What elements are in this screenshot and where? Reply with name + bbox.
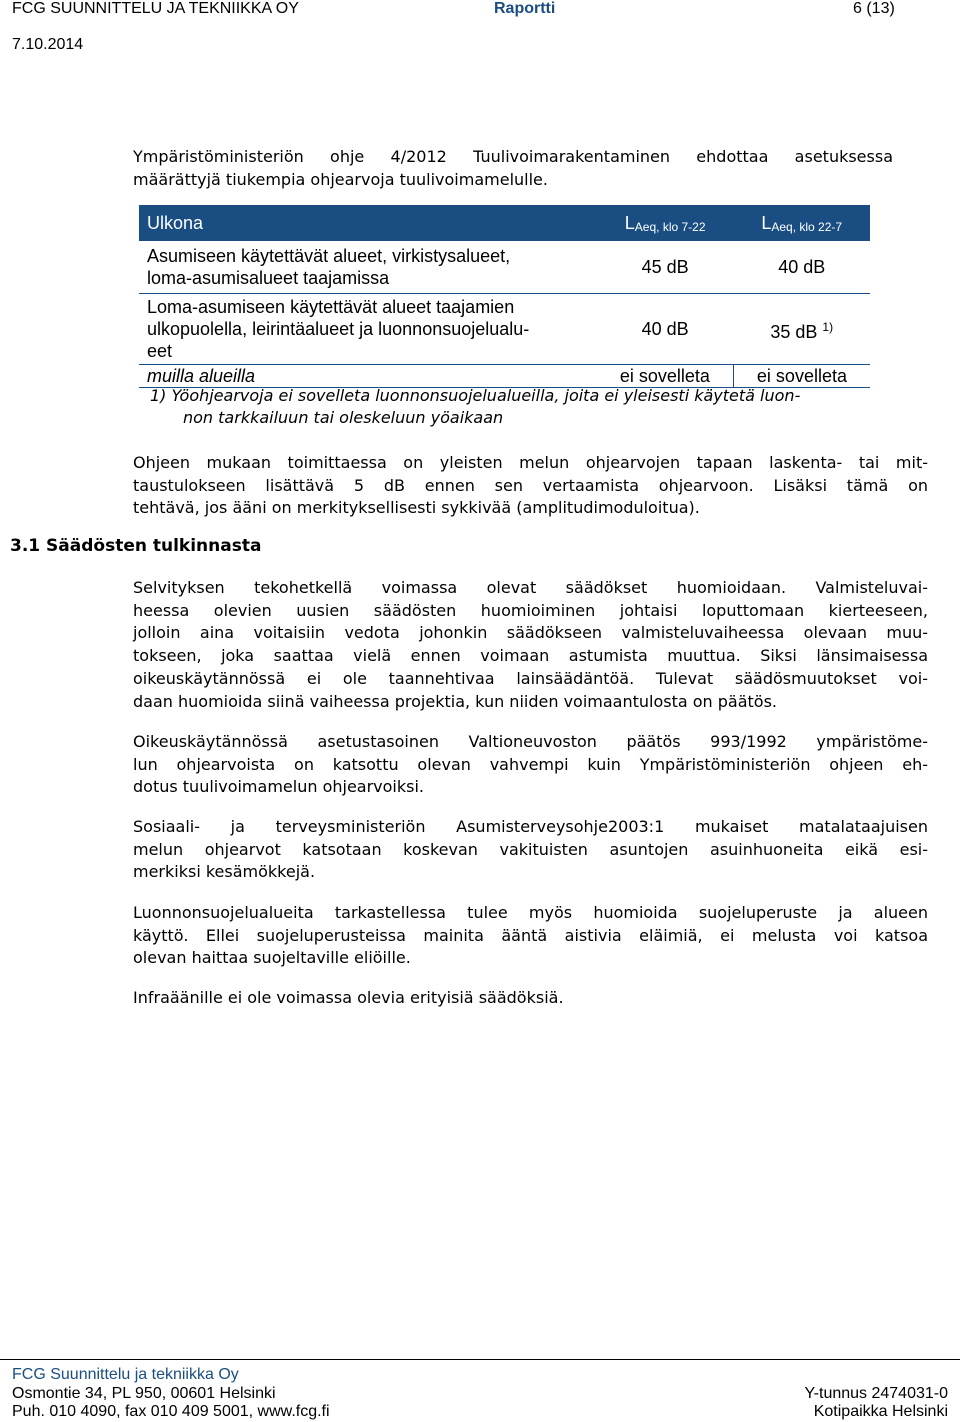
table-footnote-line: 1) Yöohjearvoja ei sovelleta luonnonsuojelualueilla, joita ei yleisesti käytetä luon-	[150, 386, 801, 405]
table-footnote-line: non tarkkailuun tai oleskeluun yöaikaan	[183, 408, 504, 427]
intro-line: Ympäristöministeriön ohje 4/2012 Tuulivoimarakentaminen ehdottaa asetuksessa	[133, 147, 893, 166]
header-date: 7.10.2014	[12, 36, 84, 53]
header-page-number: 6 (13)	[853, 0, 895, 17]
row-night-value: 35 dB $^{1)}$	[733, 294, 870, 365]
row-label: Asumiseen käytettävät alueet, virkistysalueet, loma-asumisalueet taajamissa	[139, 241, 597, 294]
header-company: FCG SUUNNITTELU JA TEKNIIKKA OY	[12, 0, 299, 17]
footer-contact: Puh. 010 4090, fax 010 409 5001, www.fcg.fi	[12, 1403, 330, 1420]
row-night-value: ei sovelleta	[733, 365, 870, 388]
intro-line: määrättyjä tiukempia ohjearvoja tuulivoimamelulle.	[133, 169, 548, 189]
col-header-night: $L_{Aeq, klo 22-7}$	[733, 205, 870, 241]
row-day-value: 40 dB	[597, 294, 734, 365]
row-label: muilla alueilla	[139, 365, 597, 388]
footer-divider	[0, 1359, 960, 1360]
table-row	[139, 294, 870, 365]
paragraph: Infraäänille ei ole voimassa olevia erityisiä säädöksiä.	[133, 988, 564, 1007]
paragraph: Selvityksen tekohetkellä voimassa olevat säädökset huomioidaan. Valmisteluvai- heessa olevien uusien säädösten huomioiminen johtaisi loputtomaan kierteeseen, jolloin aina voitaisiin vedota johonkin säädökseen valmisteluvaiheessa olevaan muu- tokseen, joka saattaa vielä ennen voimaan astumista muuttua. Siksi länsimaisessa oikeuskäytännössä ei ole taannehtivaa lainsäädäntöä. Tulevat säädösmuutokset voi- daan huomioida siinä vaiheessa projektia, kun niiden voimaantulosta on päätös.	[133, 578, 928, 711]
row-day-value: 45 dB	[597, 241, 734, 294]
table-header-row	[139, 205, 870, 241]
col-header-outdoor: Ulkona	[139, 205, 597, 241]
paragraph: Sosiaali- ja terveysministeriön Asumisterveysohje2003:1 mukaiset matalataajuisen melun ohjearvot katsotaan koskevan vakituisten asuntojen asuinhuoneita eikä esi- merkiksi kesämökkejä.	[133, 817, 928, 882]
section-heading: 3.1 Säädösten tulkinnasta	[10, 536, 262, 556]
footer-domicile: Kotipaikka Helsinki	[813, 1403, 948, 1420]
col-header-day: $L_{Aeq, klo 7-22}$	[597, 205, 734, 241]
intro-paragraph	[133, 146, 893, 191]
footer-business-id: Y-tunnus 2474031-0	[804, 1385, 948, 1402]
paragraph: Ohjeen mukaan toimittaessa on yleisten melun ohjearvojen tapaan laskenta- tai mit- taustulokseen lisättävä 5 dB ennen sen vertaamista ohjearvoon. Lisäksi tämä on tehtävä, jos ääni on merkityksellisesti sykkivää (amplitudimoduloitua).	[133, 453, 928, 518]
row-label: Loma-asumiseen käytettävät alueet taajamien ulkopuolella, leirintäalueet ja luonnonsuojelualu- eet	[139, 294, 597, 365]
table-row	[139, 241, 870, 294]
footer-address: Osmontie 34, PL 950, 00601 Helsinki	[12, 1385, 276, 1402]
paragraph: Luonnonsuojelualueita tarkastellessa tulee myös huomioida suojeluperuste ja alueen käyttö. Ellei suojeluperusteissa mainita ääntä aistivia eläimiä, ei melusta voi katsoa olevan haittaa suojeltaville eliöille.	[133, 903, 928, 968]
noise-guideline-table	[139, 205, 870, 388]
row-day-value: ei sovelleta	[597, 365, 734, 388]
header-doc-type: Raportti	[494, 0, 556, 17]
footer-company: FCG Suunnittelu ja tekniikka Oy	[12, 1366, 239, 1383]
paragraph: Oikeuskäytännössä asetustasoinen Valtioneuvoston päätös 993/1992 ympäristöme- lun ohjearvoista on katsottu olevan vahvempi kuin Ympäristöministeriön ohjeen eh- dotus tuulivoimamelun ohjearvoiksi.	[133, 732, 928, 797]
row-night-value: 40 dB	[733, 241, 870, 294]
